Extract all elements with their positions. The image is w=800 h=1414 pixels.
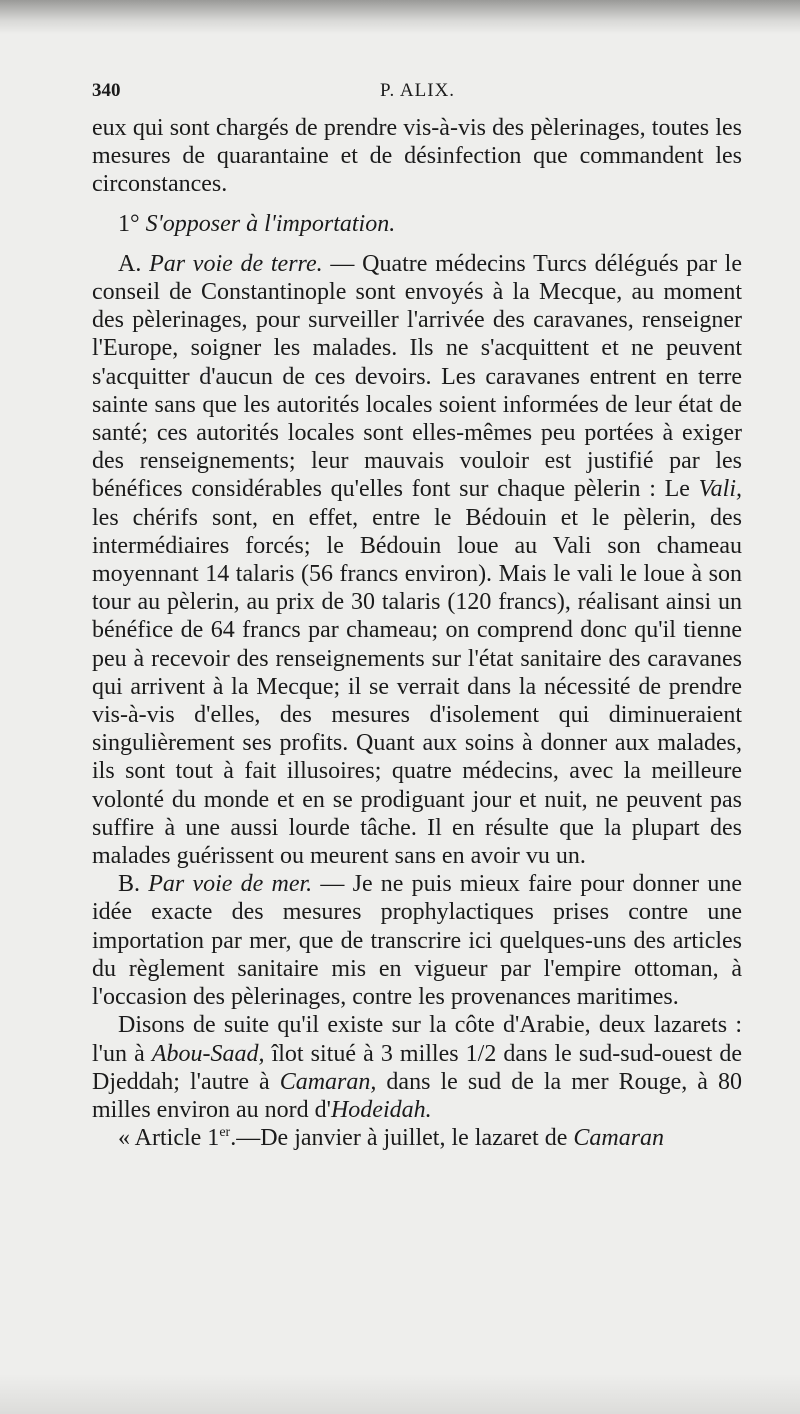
paragraph-land-label: A.	[118, 250, 142, 277]
place-camaran: Camaran,	[279, 1068, 377, 1095]
body-text	[92, 114, 742, 1152]
paragraph-lazarets	[92, 1011, 742, 1124]
paragraph-lazarets-text-b: îlot situé à 3 milles 1/2 dans le sud-sud-ouest de Djeddah; l'autre à	[92, 1040, 742, 1095]
place-hodeidah: Hodeidah.	[330, 1096, 432, 1123]
scan-edge-top	[0, 0, 800, 34]
paragraph-land-title: Par voie de terre.	[149, 250, 323, 277]
paragraph-sea-title: Par voie de mer.	[148, 871, 313, 898]
scan-edge-bottom	[0, 1374, 800, 1414]
page-header	[92, 80, 742, 110]
page-number: 340	[92, 80, 121, 101]
paragraph-lazarets-text-c: dans le sud de la mer Rouge, à 80 milles environ au nord d'	[92, 1068, 742, 1123]
paragraph-sea	[92, 870, 742, 1011]
book-page	[92, 80, 742, 1152]
paragraph-1	[92, 114, 742, 199]
paragraph-land-text-b: les chérifs sont, en effet, entre le Bédouin et le pèlerin, des intermédiaires forcés; le Bédouin loue au Vali son chameau moyennant 14 talaris (56 francs environ). Mais le vali le loue à son tour au pèlerin, au prix de 30 talaris (120 francs), réalisant ainsi un bénéfice de 64 francs par chameau; on comprend donc qu'il tienne peu à recevoir des renseignements sur l'état sanitaire des caravanes qui arrivent à la Mecque; il se verrait dans la nécessité de prendre vis-à-vis d'elles, des mesures d'isolement qui diminueraient singulièrement ses profits. Quant aux soins à donner aux malades, ils sont tout à fait illusoires; quatre médecins, avec la meilleure volonté du monde et en se prodiguant jour et nuit, ne peuvent pas suffire à une aussi lourde tâche. Il en résulte que la plupart des malades guérissent ou meurent sans en avoir vu un.	[92, 504, 742, 870]
paragraph-lazarets-text-a: Disons de suite qu'il existe sur la côte d'Arabie, deux lazarets : l'un à	[92, 1012, 742, 1067]
article-1-superscript: er	[219, 1125, 231, 1141]
running-head: P. ALIX.	[380, 80, 456, 101]
section-heading-number: 1°	[118, 210, 140, 237]
paragraph-land-text-a: — Quatre médecins Turcs délégués par le conseil de Constantinople sont envoyés à la Mecque, au moment des pèlerinages, pour surveiller l'arrivée des caravanes, renseigner l'Europe, soigner les malades. Ils ne s'acquittent et ne peuvent s'acquitter d'aucun de ces devoirs. Les caravanes entrent en terre sainte sans que les autorités locales soient informées de leur état de santé; ces autorités locales sont elles-mêmes peu portées à exiger des renseignements; leur mauvais vouloir est justifié par les bénéfices considérables qu'elles font sur chaque pèlerin : Le	[92, 250, 742, 503]
paragraph-1-text: eux qui sont chargés de prendre vis-à-vis des pèlerinages, toutes les mesures de quarantaine et de désinfection que commandent les circonstances.	[92, 115, 742, 198]
section-heading	[92, 210, 742, 238]
article-1-text-a: « Article 1	[118, 1125, 220, 1152]
paragraph-sea-label: B.	[118, 871, 141, 898]
paragraph-sea-text: — Je ne puis mieux faire pour donner une idée exacte des mesures prophylactiques prises contre une importation par mer, que de transcrire ici quelques-uns des articles du règlement sanitaire mis en vigueur par l'empire ottoman, à l'occasion des pèlerinages, contre les provenances maritimes.	[92, 871, 742, 1011]
paragraph-land-vali: Vali,	[698, 476, 742, 503]
section-heading-text: S'opposer à l'importation.	[145, 210, 396, 237]
article-1-camaran: Camaran	[573, 1125, 665, 1152]
article-1-text-b: .—De janvier à juillet, le lazaret de	[230, 1125, 574, 1152]
paragraph-land	[92, 250, 742, 870]
paragraph-article-1	[92, 1124, 742, 1152]
place-abou-saad: Abou-Saad,	[151, 1040, 265, 1067]
